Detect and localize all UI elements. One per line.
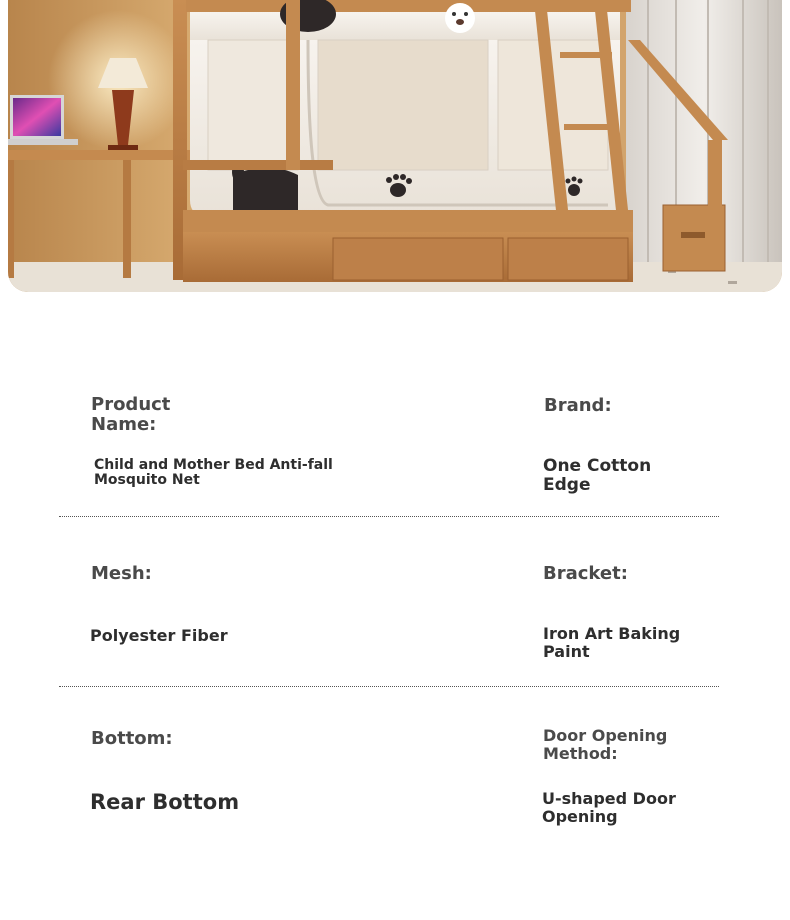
row-divider: [59, 686, 719, 687]
door-opening-method-value: U-shaped Door Opening: [542, 789, 676, 826]
mesh-label: Mesh:: [91, 563, 152, 584]
bottom-label: Bottom:: [91, 728, 173, 749]
bottom-value: Rear Bottom: [90, 790, 240, 814]
bracket-value: Iron Art Baking Paint: [543, 624, 681, 661]
brand-value: One Cotton Edge: [543, 456, 652, 495]
door-opening-method-label: Door Opening Method:: [543, 726, 668, 763]
product-name-value: Child and Mother Bed Anti-fall Mosquito Net: [94, 457, 333, 489]
bunk-bed-room-illustration: [8, 0, 782, 292]
bracket-label: Bracket:: [543, 563, 628, 584]
row-divider: [59, 516, 719, 517]
product-name-label: Product Name:: [91, 394, 171, 435]
product-photo: [8, 0, 782, 292]
mesh-value: Polyester Fiber: [90, 626, 228, 645]
brand-label: Brand:: [544, 395, 612, 416]
